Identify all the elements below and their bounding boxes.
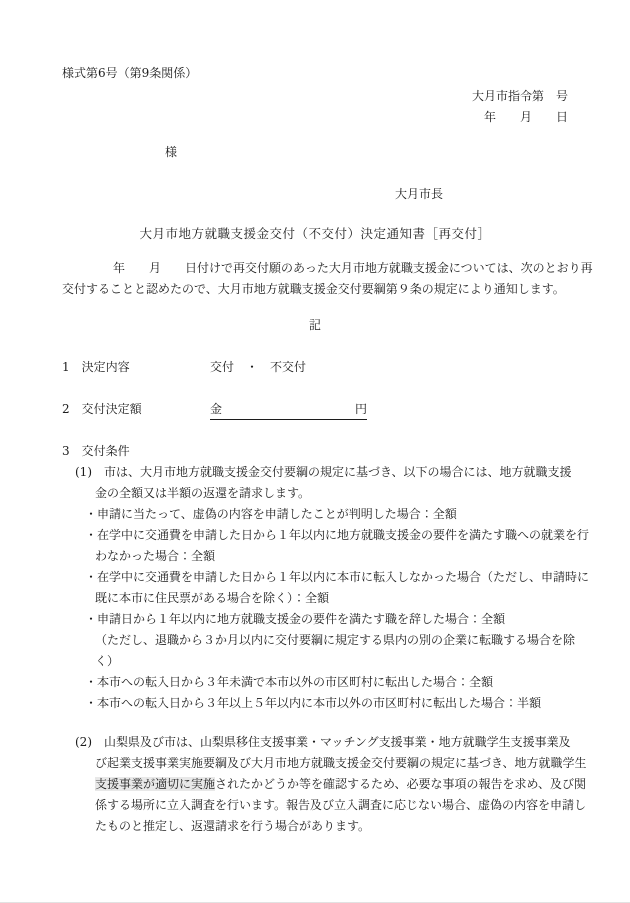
decision-label: 1 決定内容 — [62, 360, 130, 374]
document-title: 大月市地方就職支援金交付（不交付）決定通知書［再交付］ — [139, 226, 491, 241]
condition-line: (2) 山梨県及び市は、山梨県移住支援事業・マッチング支援事業・地方就職学生支援事業及 — [75, 735, 571, 749]
condition-line: (1) 市は、大月市地方就職支援金交付要綱の規定に基づき、以下の場合には、地方就職支援 — [75, 465, 572, 479]
amount-field — [210, 399, 367, 420]
condition-line: ・本市への転入日から３年未満で本市以外の市区町村に転出した場合：全額 — [85, 675, 494, 689]
issue-date: 年 月 日 — [483, 110, 568, 124]
condition-line: わなかった場合：全額 — [95, 549, 216, 563]
condition-line: 係する場所に立入調査を行います。報告及び立入調査に応じない場合、虚偽の内容を申請し — [95, 798, 587, 812]
recipient-honorific: 様 — [165, 145, 178, 159]
amount-label: 2 交付決定額 — [62, 402, 142, 416]
form-number: 様式第6号（第9条関係） — [62, 66, 198, 80]
condition-line: （ただし、退職から３か月以内に交付要綱に規定する県内の別の企業に転職する場合を除 — [95, 633, 576, 647]
amount-unit-right: 円 — [354, 402, 367, 416]
condition-line: ・申請日から１年以内に地方就職支援金の要件を満たす職を辞した場合：全額 — [85, 612, 506, 626]
directive-number: 大月市指令第 号 — [471, 89, 568, 103]
intro-line-2: 交付することと認めたので、大月市地方就職支援金交付要綱第９条の規定により通知します。 — [62, 282, 565, 296]
intro-paragraph — [62, 258, 593, 300]
amount-row — [62, 399, 568, 420]
condition-line: ・在学中に交通費を申請した日から１年以内に地方就職支援金の要件を満たす職への就業を行 — [85, 528, 590, 542]
condition-line: ・本市への転入日から３年以上５年以内に本市以外の市区町村に転出した場合：半額 — [85, 696, 542, 710]
decision-row — [62, 357, 568, 378]
recipient-line — [62, 142, 568, 163]
conditions-paragraph-2 — [62, 732, 587, 837]
condition-line — [62, 774, 587, 795]
conditions-paragraph-1 — [62, 462, 590, 714]
sender-title: 大月市長 — [395, 187, 444, 201]
condition-line: び起業支援事業実施要綱及び大月市地方就職支援金交付要綱の規定に基づき、地方就職学生 — [95, 756, 587, 770]
conditions-heading: 3 交付条件 — [62, 444, 130, 458]
condition-line: く） — [95, 654, 120, 668]
condition-line: 金の全額又は半額の返還を請求します。 — [95, 486, 311, 500]
highlighted-text: 支援事業が適切に実施 — [95, 777, 216, 791]
condition-line: ・申請に当たって、虚偽の内容を申請したことが判明した場合：全額 — [85, 507, 457, 521]
condition-line: ・在学中に交通費を申請した日から１年以内に本市に転入しなかった場合（ただし、申請時に — [85, 570, 590, 584]
condition-line-rest: されたかどうか等を確認するため、必要な事項の報告を求め、及び関 — [215, 777, 587, 791]
decision-value: 交付 ・ 不交付 — [210, 360, 307, 374]
ki-heading: 記 — [308, 318, 321, 332]
amount-unit-left: 金 — [210, 402, 223, 416]
condition-line: たものと推定し、返還請求を行う場合があります。 — [95, 819, 371, 833]
sender-line — [62, 184, 568, 205]
condition-line: 既に本市に住民票がある場合を除く）：全額 — [95, 591, 330, 605]
intro-line-1: 年 月 日付けで再交付願のあった大月市地方就職支援金については、次のとおり再 — [113, 261, 593, 275]
